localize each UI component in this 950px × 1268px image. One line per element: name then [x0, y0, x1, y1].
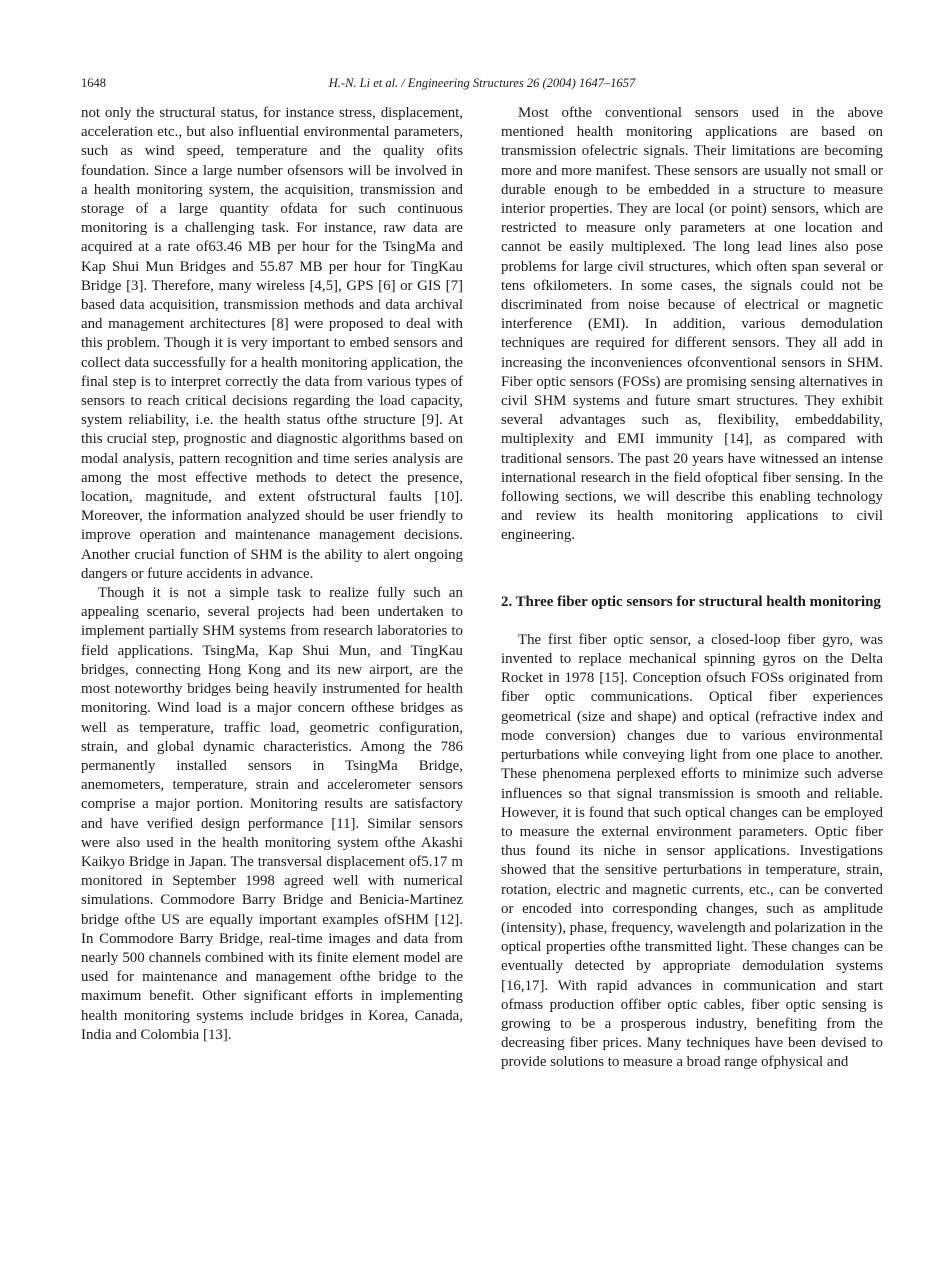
left-column	[81, 104, 463, 1045]
body-paragraph: Most ofthe conventional sensors used in the above mentioned health monitoring applications are based on transmission ofelectric signals. Their limitations are becoming more and more manifest. These sensors are usually not small or durable enough to be embedded in a structure to measure interior properties. They are local (or point) sensors, which are restricted to measure only parameters at one location and cannot be easily multiplexed. The long lead lines also pose problems for large civil structures, which often span several or tens ofkilometers. In some cases, the signals could not be discriminated from noise because of electrical or magnetic interference (EMI). In addition, various demodulation techniques are required for different sensors. They all add in increasing the inconveniences ofconventional sensors in SHM. Fiber optic sensors (FOSs) are promising sensing alternatives in civil SHM systems and future smart structures. They exhibit several advantages such as, flexibility, embeddability, multiplexity and EMI immunity [14], as compared with traditional sensors. The past 20 years have witnessed an intense international research in the field ofoptical fiber sensing. In the following sections, we will describe this enabling technology and review its health monitoring applications to civil engineering.	[501, 105, 883, 544]
body-paragraph: not only the structural status, for instance stress, displacement, acceleration etc., but also influential environmental parameters, such as wind speed, temperature and the quality ofits foundation. Since a large number ofsensors will be involved in a health monitoring system, the acquisition, transmission and storage of a large quantity ofdata for such continuous monitoring is a challenging task. For instance, raw data are acquired at a rate of63.46 MB per hour for the TsingMa and Kap Shui Mun Bridges and 55.87 MB per hour for TingKau Bridge [3]. Therefore, many wireless [4,5], GPS [6] or GIS [7] based data acquisition, transmission methods and data archival and management architectures [8] were proposed to deal with this problem. Though it is very important to embed sensors and collect data successfully for a health monitoring application, the final step is to interpret correctly the data from various types of sensors to reach critical decisions regarding the load capacity, system reliability, i.e. the health status ofthe structure [9]. At this crucial step, prognostic and diagnostic algorithms based on modal analysis, pattern recognition and time series analysis are among the most effective methods to detect the presence, location, magnitude, and extent ofstructural faults [10]. Moreover, the information analyzed should be user friendly to improve operation and maintenance management decisions. Another crucial function of SHM is the ability to alert ongoing dangers or future accidents in advance.	[81, 105, 463, 582]
section-heading: 2. Three fiber optic sensors for structural health monitoring	[501, 593, 881, 610]
page-number: 1648	[81, 76, 106, 90]
page-header	[81, 76, 883, 96]
body-paragraph: Though it is not a simple task to realize fully such an appealing scenario, several projects had been undertaken to implement partially SHM systems from research laboratories to field applications. TsingMa, Kap Shui Mun, and TingKau bridges, connecting Hong Kong and its new airport, are the most noteworthy bridges being heavily instrumented for health monitoring. Wind load is a major concern ofthese bridges as well as temperature, traffic load, geometric configuration, strain, and global dynamic characteristics. Among the 786 permanently installed sensors in TsingMa Bridge, anemometers, temperature, strain and accelerometer sensors comprise a major portion. Monitoring results are satisfactory and have verified design performance [11]. Similar sensors were also used in the health monitoring system ofthe Akashi Kaikyo Bridge in Japan. The transversal displacement of5.17 m monitored in September 1998 agreed well with numerical simulations. Commodore Barry Bridge and Benicia-Martinez bridge ofthe US are equally important examples ofSHM [12]. In Commodore Barry Bridge, real-time images and data from nearly 500 channels combined with its finite element model are used for maintenance and management ofthe bridge to the maximum benefit. Other significant efforts in implementing health monitoring systems include bridges in Korea, Canada, India and Colombia [13].	[81, 585, 463, 1043]
body-paragraph: The first fiber optic sensor, a closed-loop fiber gyro, was invented to replace mechanical spinning gyros on the Delta Rocket in 1978 [15]. Conception ofsuch FOSs originated from fiber optic communications. Optical fiber experiences geometrical (size and shape) and optical (refractive index and mode conversion) changes due to various environmental perturbations while conveying light from one place to another. These phenomena perplexed efforts to minimize such adverse influences so that signal transmission is smooth and reliable. However, it is found that such optical changes can be employed to measure the external environment parameters. Optic fiber thus found its niche in sensor applications. Investigations showed that the sensitive perturbations in temperature, strain, rotation, electric and magnetic currents, etc., can be converted or encoded into corresponding changes, such as amplitude (intensity), phase, frequency, wavelength and polarization in the optical properties ofthe transmitted light. These changes can be eventually detected by appropriate demodulation systems [16,17]. With rapid advances in communication and start ofmass production offiber optic cables, fiber optic sensing is growing to be a prosperous industry, benefiting from the decreasing fiber prices. Many techniques have been devised to provide solutions to measure a broad range ofphysical and	[501, 631, 883, 1071]
running-head: H.-N. Li et al. / Engineering Structures 26 (2004) 1647–1657	[328, 76, 636, 90]
right-column	[501, 104, 883, 1073]
